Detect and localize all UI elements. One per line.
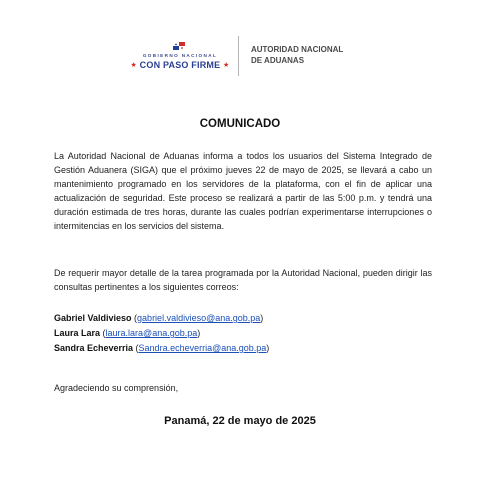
closing-line: Agradeciendo su comprensión, xyxy=(54,383,179,393)
star-icon: ★ xyxy=(130,62,137,69)
document-title: COMUNICADO xyxy=(199,118,281,130)
slogan-text: CON PASO FIRME xyxy=(139,60,221,70)
letterhead xyxy=(0,34,480,78)
contacts-list xyxy=(54,311,432,356)
paragraph-announcement: La Autoridad Nacional de Aduanas informa a todos los usuarios del Sistema Integrado de Gestión Aduanera (SIGA) que el próximo jueves 22 de mayo de 2025, se llevará a cabo un mantenimiento programado en los servidores de la plataforma, con el fin de aplicar una actualización de seguridad. Este proceso se realizará a partir de las 5:00 p.m. y tendrá una duración estimada de tres horas, durante las cuales podrían experimentarse interrupciones o intermitencias en los servicios del sistema. xyxy=(54,151,432,231)
header-divider xyxy=(238,36,239,76)
contact-email-link[interactable]: laura.lara@ana.gob.pa xyxy=(105,328,198,338)
contact-email-link[interactable]: gabriel.valdivieso@ana.gob.pa xyxy=(137,313,261,323)
slogan xyxy=(128,60,232,70)
org-line-2: DE ADUANAS xyxy=(251,56,305,65)
paragraph-contact-request: De requerir mayor detalle de la tarea programada por la Autoridad Nacional, pueden dirigir las consultas pertinentes a los siguientes correos: xyxy=(54,268,432,292)
organization-name xyxy=(251,44,411,66)
org-line-1: AUTORIDAD NACIONAL xyxy=(251,45,344,54)
contact-name: Laura Lara xyxy=(54,328,101,338)
contact-name: Gabriel Valdivieso xyxy=(54,313,132,323)
government-line: GOBIERNO NACIONAL xyxy=(142,53,218,58)
star-icon: ★ xyxy=(223,62,230,69)
contact-name: Sandra Echeverria xyxy=(54,343,134,353)
contact-item: Laura Lara (laura.lara@ana.gob.pa) xyxy=(54,328,201,338)
place-and-date: Panamá, 22 de mayo de 2025 xyxy=(164,415,316,427)
panama-flag-icon xyxy=(173,42,185,50)
contact-item: Gabriel Valdivieso (gabriel.valdivieso@ana.gob.pa) xyxy=(54,313,264,323)
contact-item: Sandra Echeverria (Sandra.echeverria@ana.gob.pa) xyxy=(54,343,270,353)
contact-email-link[interactable]: Sandra.echeverria@ana.gob.pa xyxy=(138,343,267,353)
gobierno-nacional-logo xyxy=(128,42,232,72)
